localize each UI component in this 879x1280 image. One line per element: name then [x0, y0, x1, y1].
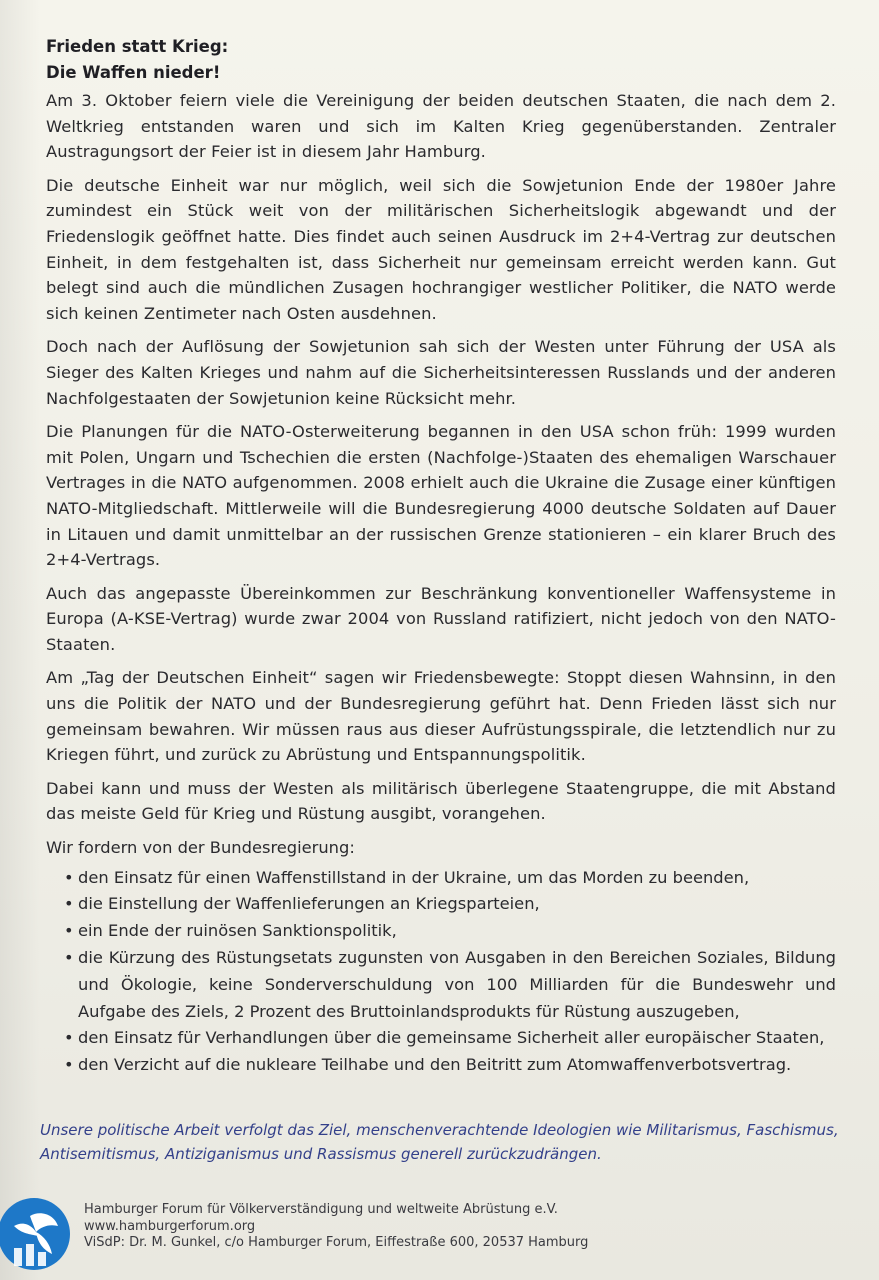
demand-text: den Einsatz für einen Waffenstillstand in der Ukraine, um das Morden zu beenden, [78, 867, 750, 887]
demands-list [46, 865, 836, 1079]
paragraph-7: Dabei kann und muss der Westen als militärisch überlegene Staatengruppe, die mit Abstand das meiste Geld für Krieg und Rüstung ausgibt, vorangehen. [46, 778, 836, 824]
demand-item [64, 918, 836, 945]
demand-text: den Verzicht auf die nukleare Teilhabe und den Beitritt zum Atomwaffenverbotsvertrag. [78, 1055, 792, 1075]
bullet-icon: • [64, 894, 74, 914]
paragraph-2: Die deutsche Einheit war nur möglich, weil sich die Sowjetunion Ende der 1980er Jahre zumindest ein Stück weit von der militärischen Sicherheitslogik abgewandt und der Friedenslogik geöffnet hatte. Dies findet auch seinen Ausdruck im 2+4-Vertrag zur deutschen Einheit, in dem festgehalten ist, dass Sicherheit nur gemeinsam erreicht werden kann. Gut belegt sind auch die mündlichen Zusagen hochrangiger westlicher Politiker, die NATO werde sich keinen Zentimeter nach Osten ausdehnen. [46, 175, 836, 323]
paragraph-1: Am 3. Oktober feiern viele die Vereinigung der beiden deutschen Staaten, die nach dem 2. Weltkrieg entstanden waren und sich im Kalten Krieg gegenüberstanden. Zentraler Austragungsort der Feier ist in diesem Jahr Hamburg. [46, 91, 836, 162]
paragraph-3: Doch nach der Auflösung der Sowjetunion sah sich der Westen unter Führung der USA als Sieger des Kalten Krieges und nahm auf die Sicherheitsinteressen Russlands und der anderen Nachfolgestaaten der Sowjetunion keine Rücksicht mehr. [46, 337, 836, 408]
demand-text: den Einsatz für Verhandlungen über die gemeinsame Sicherheit aller europäischer Staaten, [78, 1028, 825, 1048]
org-website: www.hamburgerforum.org [84, 1218, 256, 1234]
demand-item [64, 865, 836, 892]
closing-statement: Unsere politische Arbeit verfolgt das Ziel, menschenverachtende Ideologien wie Militarismus, Faschismus, Antisemitismus, Antiziganismus und Rassismus generell zurückzudrängen. [40, 1121, 839, 1163]
paragraph-6: Am „Tag der Deutschen Einheit“ sagen wir Friedensbewegte: Stoppt diesen Wahnsinn, in den uns die Politik der NATO und der Bundesregierung geführt hat. Denn Frieden lässt sich nur gemeinsam bewahren. Wir müssen raus aus dieser Aufrüstungsspirale, die letztendlich nur zu Kriegen führt, und zurück zu Abrüstung und Entspannungspolitik. [46, 668, 836, 765]
demands-intro: Wir fordern von der Bundesregierung: [46, 838, 355, 858]
paragraph-5: Auch das angepasste Übereinkommen zur Beschränkung konventioneller Waffensysteme in Europa (A-KSE-Vertrag) wurde zwar 2004 von Russland ratifiziert, nicht jedoch von den NATO-Staaten. [46, 583, 836, 654]
bullet-icon: • [64, 948, 74, 968]
headline-line-1: Frieden statt Krieg: [46, 37, 229, 56]
demand-item [64, 1025, 836, 1052]
footer-org-info [84, 1202, 588, 1252]
leaflet-content [46, 34, 836, 1079]
bullet-icon: • [64, 1055, 74, 1075]
org-name: Hamburger Forum für Völkerverständigung und weltweite Abrüstung e.V. [84, 1202, 558, 1217]
demand-item [64, 945, 836, 1025]
bullet-icon: • [64, 867, 74, 887]
demand-item [64, 891, 836, 918]
demand-text: die Kürzung des Rüstungsetats zugunsten von Ausgaben in den Bereichen Soziales, Bildung und Ökologie, keine Sonderverschuldung von 100 Milliarden für die Bundeswehr und Aufgabe des Ziels, 2 Prozent des Bruttoinlandsprodukts für Rüstung auszugeben, [78, 948, 836, 1021]
demand-text: ein Ende der ruinösen Sanktionspolitik, [78, 921, 397, 941]
demand-text: die Einstellung der Waffenlieferungen an Kriegsparteien, [78, 894, 540, 914]
visdp-line: ViSdP: Dr. M. Gunkel, c/o Hamburger Forum, Eiffestraße 600, 20537 Hamburg [84, 1235, 589, 1250]
paragraph-4: Die Planungen für die NATO-Osterweiterung begannen in den USA schon früh: 1999 wurden mit Polen, Ungarn und Tschechien die ersten (Nachfolge-)Staaten des ehemaligen Warschauer Vertrages in die NATO aufgenommen. 2008 erhielt auch die Ukraine die Zusage einer künftigen NATO-Mitgliedschaft. Mittlerweile will die Bundesregierung 4000 deutsche Soldaten auf Dauer in Litauen und damit unmittelbar an der russischen Grenze stationieren – ein klarer Bruch des 2+4-Vertrags. [46, 422, 836, 570]
bullet-icon: • [64, 1028, 74, 1048]
bullet-icon: • [64, 921, 74, 941]
demand-item [64, 1052, 836, 1079]
dove-logo-icon [0, 1196, 70, 1272]
headline-line-2: Die Waffen nieder! [46, 63, 221, 82]
